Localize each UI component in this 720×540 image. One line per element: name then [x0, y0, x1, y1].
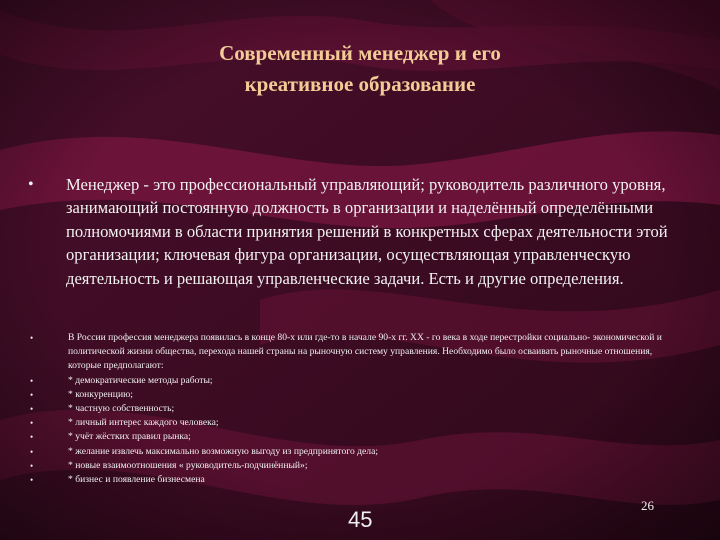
list-item: [30, 459, 670, 473]
list-item-text: * демократические методы работы;: [68, 374, 213, 386]
title-line-1: Современный менеджер и его: [219, 41, 501, 65]
small-bullet-marker: •: [30, 475, 34, 486]
page-number: 45: [348, 507, 373, 532]
list-item: [30, 430, 670, 444]
list-item: [30, 416, 670, 430]
main-bullet-block: [28, 173, 668, 290]
list-item-text: * конкуренцию;: [68, 388, 133, 400]
list-item: [30, 473, 670, 487]
title-line-2: креативное образование: [244, 72, 476, 96]
list-item: [30, 374, 670, 388]
small-bullet-marker: •: [30, 404, 34, 415]
list-item: [30, 388, 670, 402]
small-bullet-marker: •: [30, 432, 34, 443]
list-item: [30, 331, 670, 374]
list-item-text: * бизнес и появление бизнесмена: [68, 474, 205, 486]
small-bullet-marker: •: [30, 418, 34, 429]
small-bullet-marker: •: [30, 333, 34, 343]
list-item-text: * новые взаимоотношения « руководитель-подчинённый»;: [68, 459, 308, 471]
list-item-text: * личный интерес каждого человека;: [68, 417, 219, 429]
list-item-text: * желание извлечь максимально возможную выгоду из предпринятого дела;: [68, 445, 378, 457]
list-item-text: * частную собственность;: [68, 403, 175, 415]
small-bullet-marker: •: [30, 446, 34, 457]
main-bullet-marker: •: [28, 176, 34, 193]
small-bullet-list: [30, 331, 670, 487]
list-item-text: В России профессия менеджера появилась в конце 80-х или где-то в начале 90-х гг. XX - го века в ходе перестройки социально- экономической и политической жизни общества, перехода нашей страны на рыночную систему управления. Необходимо было осваивать рыночные отношения, которые предполагают:: [68, 332, 662, 372]
slide-number: 26: [641, 498, 654, 513]
main-definition-text: Менеджер - это профессиональный управляющий; руководитель различного уровня, занимающий постоянную должность в организации и наделённый определёнными полномочиями в области принятия решений в конкретных сферах деятельности этой организации; ключевая фигура организации, осуществляющая управленческую деятельность и решающая управленческие задачи. Есть и другие определения.: [66, 175, 668, 288]
small-bullet-marker: •: [30, 375, 34, 386]
slide-title: [110, 38, 610, 100]
list-item: [30, 402, 670, 416]
small-bullet-marker: •: [30, 389, 34, 400]
list-item-text: * учёт жёстких правил рынка;: [68, 431, 191, 443]
list-item: [30, 445, 670, 459]
small-bullet-marker: •: [30, 460, 34, 471]
